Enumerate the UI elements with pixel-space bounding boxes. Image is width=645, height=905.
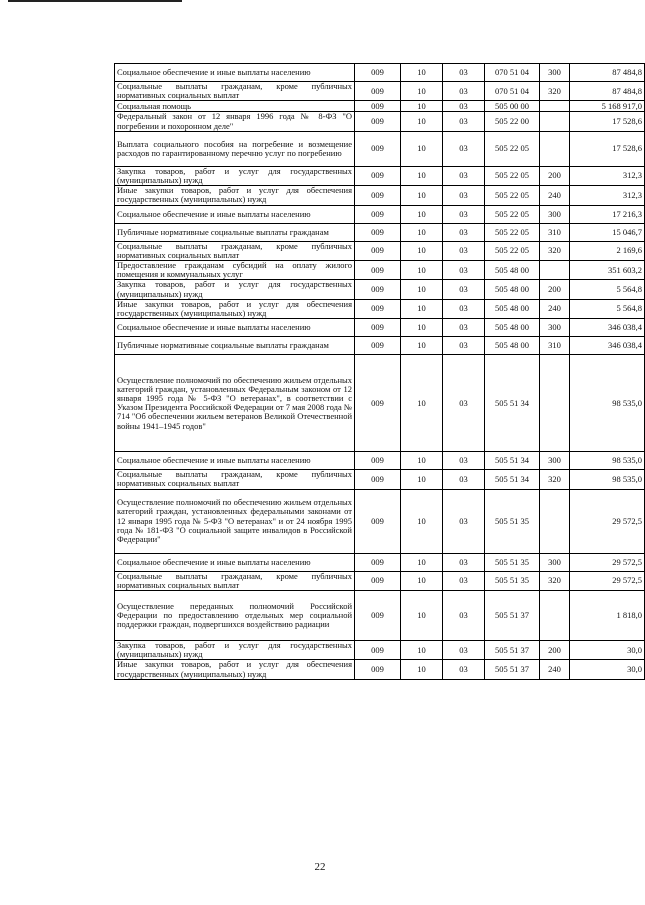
subsection-code-cell: 03 — [443, 112, 485, 131]
expense-type-cell: 240 — [540, 299, 570, 318]
ved-code-cell: 009 — [355, 591, 401, 641]
row-name-cell: Иные закупки товаров, работ и услуг для обеспечения государственных (муниципальных) нужд — [115, 660, 355, 679]
row-name-cell: Осуществление переданных полномочий Российской Федерации по предоставлению отдельных мер социальной поддержки граждан, подвергшихся воздействию радиации — [115, 591, 355, 641]
row-name-cell: Социальные выплаты гражданам, кроме публичных нормативных социальных выплат — [115, 571, 355, 590]
expense-type-cell: 320 — [540, 571, 570, 590]
target-article-cell: 505 48 00 — [485, 280, 540, 299]
amount-cell: 312,3 — [570, 166, 645, 185]
ved-code-cell: 009 — [355, 337, 401, 355]
table-body — [115, 64, 645, 680]
ved-code-cell: 009 — [355, 261, 401, 280]
section-code-cell: 10 — [401, 452, 443, 470]
expense-type-cell: 200 — [540, 280, 570, 299]
subsection-code-cell: 03 — [443, 223, 485, 241]
target-article-cell: 505 22 05 — [485, 241, 540, 260]
subsection-code-cell: 03 — [443, 337, 485, 355]
row-name-cell: Социальное обеспечение и иные выплаты населению — [115, 319, 355, 337]
target-article-cell: 505 48 00 — [485, 261, 540, 280]
expense-type-cell: 320 — [540, 241, 570, 260]
target-article-cell: 505 22 05 — [485, 131, 540, 166]
ved-code-cell: 009 — [355, 641, 401, 660]
ved-code-cell: 009 — [355, 452, 401, 470]
target-article-cell: 505 51 34 — [485, 452, 540, 470]
ved-code-cell: 009 — [355, 355, 401, 452]
amount-cell: 312,3 — [570, 186, 645, 205]
target-article-cell: 505 51 37 — [485, 641, 540, 660]
ved-code-cell: 009 — [355, 299, 401, 318]
row-name-cell: Выплата социального пособия на погребение и возмещение расходов по гарантированному перечню услуг по погребению — [115, 131, 355, 166]
section-code-cell: 10 — [401, 186, 443, 205]
target-article-cell: 505 48 00 — [485, 319, 540, 337]
expense-type-cell — [540, 112, 570, 131]
table-row — [115, 470, 645, 489]
subsection-code-cell: 03 — [443, 64, 485, 82]
target-article-cell: 505 22 00 — [485, 112, 540, 131]
subsection-code-cell: 03 — [443, 355, 485, 452]
section-code-cell: 10 — [401, 64, 443, 82]
target-article-cell: 505 51 37 — [485, 591, 540, 641]
expense-type-cell: 300 — [540, 64, 570, 82]
section-code-cell: 10 — [401, 641, 443, 660]
subsection-code-cell: 03 — [443, 299, 485, 318]
expense-type-cell: 300 — [540, 452, 570, 470]
expense-type-cell: 320 — [540, 82, 570, 101]
budget-table — [114, 63, 645, 680]
expense-type-cell: 300 — [540, 319, 570, 337]
ved-code-cell: 009 — [355, 280, 401, 299]
subsection-code-cell: 03 — [443, 205, 485, 223]
target-article-cell: 070 51 04 — [485, 82, 540, 101]
row-name-cell: Социальное обеспечение и иные выплаты населению — [115, 553, 355, 571]
ved-code-cell: 009 — [355, 571, 401, 590]
row-name-cell: Закупка товаров, работ и услуг для государственных (муниципальных) нужд — [115, 166, 355, 185]
amount-cell: 346 038,4 — [570, 319, 645, 337]
section-code-cell: 10 — [401, 112, 443, 131]
subsection-code-cell: 03 — [443, 186, 485, 205]
subsection-code-cell: 03 — [443, 280, 485, 299]
section-code-cell: 10 — [401, 470, 443, 489]
expense-type-cell: 300 — [540, 553, 570, 571]
subsection-code-cell: 03 — [443, 591, 485, 641]
table-row — [115, 280, 645, 299]
target-article-cell: 505 51 35 — [485, 489, 540, 553]
section-code-cell: 10 — [401, 299, 443, 318]
table-row — [115, 166, 645, 185]
ved-code-cell: 009 — [355, 660, 401, 679]
target-article-cell: 505 51 35 — [485, 553, 540, 571]
row-name-cell: Осуществление полномочий по обеспечению жильем отдельных категорий граждан, установленных федеральными законами от 12 января 1995 года № 5-ФЗ "О ветеранах" и от 24 ноября 1995 года № 181-ФЗ "О социальной защите инвалидов в Российской Федерации" — [115, 489, 355, 553]
table-row — [115, 186, 645, 205]
target-article-cell: 505 00 00 — [485, 101, 540, 112]
row-name-cell: Иные закупки товаров, работ и услуг для обеспечения государственных (муниципальных) нужд — [115, 299, 355, 318]
row-name-cell: Закупка товаров, работ и услуг для государственных (муниципальных) нужд — [115, 280, 355, 299]
row-name-cell: Закупка товаров, работ и услуг для государственных (муниципальных) нужд — [115, 641, 355, 660]
section-code-cell: 10 — [401, 355, 443, 452]
row-name-cell: Социальное обеспечение и иные выплаты населению — [115, 452, 355, 470]
table-row — [115, 337, 645, 355]
section-code-cell: 10 — [401, 489, 443, 553]
table-row — [115, 641, 645, 660]
section-code-cell: 10 — [401, 571, 443, 590]
subsection-code-cell: 03 — [443, 452, 485, 470]
amount-cell: 5 564,8 — [570, 280, 645, 299]
table-row — [115, 205, 645, 223]
expense-type-cell — [540, 489, 570, 553]
table-row — [115, 319, 645, 337]
target-article-cell: 505 51 34 — [485, 470, 540, 489]
subsection-code-cell: 03 — [443, 241, 485, 260]
target-article-cell: 505 22 05 — [485, 166, 540, 185]
section-code-cell: 10 — [401, 337, 443, 355]
subsection-code-cell: 03 — [443, 261, 485, 280]
expense-type-cell: 300 — [540, 205, 570, 223]
amount-cell: 5 168 917,0 — [570, 101, 645, 112]
amount-cell: 5 564,8 — [570, 299, 645, 318]
target-article-cell: 505 51 37 — [485, 660, 540, 679]
ved-code-cell: 009 — [355, 166, 401, 185]
table-row — [115, 355, 645, 452]
table-row — [115, 223, 645, 241]
section-code-cell: 10 — [401, 553, 443, 571]
expense-type-cell: 200 — [540, 166, 570, 185]
amount-cell: 98 535,0 — [570, 355, 645, 452]
target-article-cell: 505 48 00 — [485, 337, 540, 355]
table-row — [115, 299, 645, 318]
section-code-cell: 10 — [401, 101, 443, 112]
section-code-cell: 10 — [401, 319, 443, 337]
subsection-code-cell: 03 — [443, 319, 485, 337]
ved-code-cell: 009 — [355, 131, 401, 166]
expense-type-cell: 200 — [540, 641, 570, 660]
top-rule — [8, 0, 182, 2]
target-article-cell: 505 22 05 — [485, 205, 540, 223]
ved-code-cell: 009 — [355, 101, 401, 112]
ved-code-cell: 009 — [355, 489, 401, 553]
ved-code-cell: 009 — [355, 319, 401, 337]
expense-type-cell: 320 — [540, 470, 570, 489]
amount-cell: 98 535,0 — [570, 452, 645, 470]
row-name-cell: Публичные нормативные социальные выплаты гражданам — [115, 223, 355, 241]
ved-code-cell: 009 — [355, 470, 401, 489]
amount-cell: 17 528,6 — [570, 131, 645, 166]
expense-type-cell: 240 — [540, 186, 570, 205]
subsection-code-cell: 03 — [443, 641, 485, 660]
amount-cell: 87 484,8 — [570, 82, 645, 101]
section-code-cell: 10 — [401, 223, 443, 241]
subsection-code-cell: 03 — [443, 131, 485, 166]
target-article-cell: 505 22 05 — [485, 223, 540, 241]
table-row — [115, 660, 645, 679]
row-name-cell: Предоставление гражданам субсидий на оплату жилого помещения и коммунальных услуг — [115, 261, 355, 280]
section-code-cell: 10 — [401, 82, 443, 101]
section-code-cell: 10 — [401, 261, 443, 280]
amount-cell: 87 484,8 — [570, 64, 645, 82]
target-article-cell: 505 22 05 — [485, 186, 540, 205]
amount-cell: 17 528,6 — [570, 112, 645, 131]
expense-type-cell — [540, 131, 570, 166]
row-name-cell: Социальные выплаты гражданам, кроме публичных нормативных социальных выплат — [115, 241, 355, 260]
row-name-cell: Социальная помощь — [115, 101, 355, 112]
amount-cell: 30,0 — [570, 660, 645, 679]
page-number: 22 — [314, 861, 326, 873]
ved-code-cell: 009 — [355, 205, 401, 223]
section-code-cell: 10 — [401, 280, 443, 299]
target-article-cell: 070 51 04 — [485, 64, 540, 82]
subsection-code-cell: 03 — [443, 101, 485, 112]
row-name-cell: Социальные выплаты гражданам, кроме публичных нормативных социальных выплат — [115, 82, 355, 101]
ved-code-cell: 009 — [355, 82, 401, 101]
row-name-cell: Иные закупки товаров, работ и услуг для обеспечения государственных (муниципальных) нужд — [115, 186, 355, 205]
subsection-code-cell: 03 — [443, 166, 485, 185]
expense-type-cell — [540, 261, 570, 280]
ved-code-cell: 009 — [355, 241, 401, 260]
row-name-cell: Социальное обеспечение и иные выплаты населению — [115, 205, 355, 223]
table-row — [115, 452, 645, 470]
row-name-cell: Осуществление полномочий по обеспечению жильем отдельных категорий граждан, установленных Федеральным законом от 12 января 1995 года № 5-ФЗ "О ветеранах", в соответствии с Указом Президента Российской Федерации от 7 мая 2008 года № 714 "Об обеспечении жильем ветеранов Великой Отечественной войны 1941–1945 годов" — [115, 355, 355, 452]
table-row — [115, 101, 645, 112]
ved-code-cell: 009 — [355, 64, 401, 82]
table-row — [115, 553, 645, 571]
subsection-code-cell: 03 — [443, 489, 485, 553]
amount-cell: 351 603,2 — [570, 261, 645, 280]
table-row — [115, 571, 645, 590]
table-row — [115, 591, 645, 641]
subsection-code-cell: 03 — [443, 571, 485, 590]
row-name-cell: Социальное обеспечение и иные выплаты населению — [115, 64, 355, 82]
ved-code-cell: 009 — [355, 553, 401, 571]
subsection-code-cell: 03 — [443, 470, 485, 489]
target-article-cell: 505 51 35 — [485, 571, 540, 590]
section-code-cell: 10 — [401, 205, 443, 223]
section-code-cell: 10 — [401, 660, 443, 679]
expense-type-cell — [540, 591, 570, 641]
amount-cell: 30,0 — [570, 641, 645, 660]
ved-code-cell: 009 — [355, 223, 401, 241]
table-row — [115, 131, 645, 166]
amount-cell: 1 818,0 — [570, 591, 645, 641]
section-code-cell: 10 — [401, 131, 443, 166]
amount-cell: 29 572,5 — [570, 571, 645, 590]
amount-cell: 2 169,6 — [570, 241, 645, 260]
target-article-cell: 505 51 34 — [485, 355, 540, 452]
amount-cell: 98 535,0 — [570, 470, 645, 489]
ved-code-cell: 009 — [355, 186, 401, 205]
expense-type-cell: 240 — [540, 660, 570, 679]
expense-type-cell — [540, 101, 570, 112]
expense-type-cell — [540, 355, 570, 452]
section-code-cell: 10 — [401, 591, 443, 641]
expense-type-cell: 310 — [540, 337, 570, 355]
amount-cell: 17 216,3 — [570, 205, 645, 223]
amount-cell: 29 572,5 — [570, 553, 645, 571]
row-name-cell: Федеральный закон от 12 января 1996 года № 8-ФЗ "О погребении и похоронном деле" — [115, 112, 355, 131]
table-row — [115, 489, 645, 553]
target-article-cell: 505 48 00 — [485, 299, 540, 318]
table-row — [115, 64, 645, 82]
subsection-code-cell: 03 — [443, 82, 485, 101]
amount-cell: 346 038,4 — [570, 337, 645, 355]
section-code-cell: 10 — [401, 166, 443, 185]
row-name-cell: Публичные нормативные социальные выплаты гражданам — [115, 337, 355, 355]
ved-code-cell: 009 — [355, 112, 401, 131]
table-row — [115, 241, 645, 260]
table-row — [115, 112, 645, 131]
table-row — [115, 82, 645, 101]
expense-type-cell: 310 — [540, 223, 570, 241]
row-name-cell: Социальные выплаты гражданам, кроме публичных нормативных социальных выплат — [115, 470, 355, 489]
amount-cell: 15 046,7 — [570, 223, 645, 241]
subsection-code-cell: 03 — [443, 660, 485, 679]
subsection-code-cell: 03 — [443, 553, 485, 571]
section-code-cell: 10 — [401, 241, 443, 260]
table-row — [115, 261, 645, 280]
amount-cell: 29 572,5 — [570, 489, 645, 553]
